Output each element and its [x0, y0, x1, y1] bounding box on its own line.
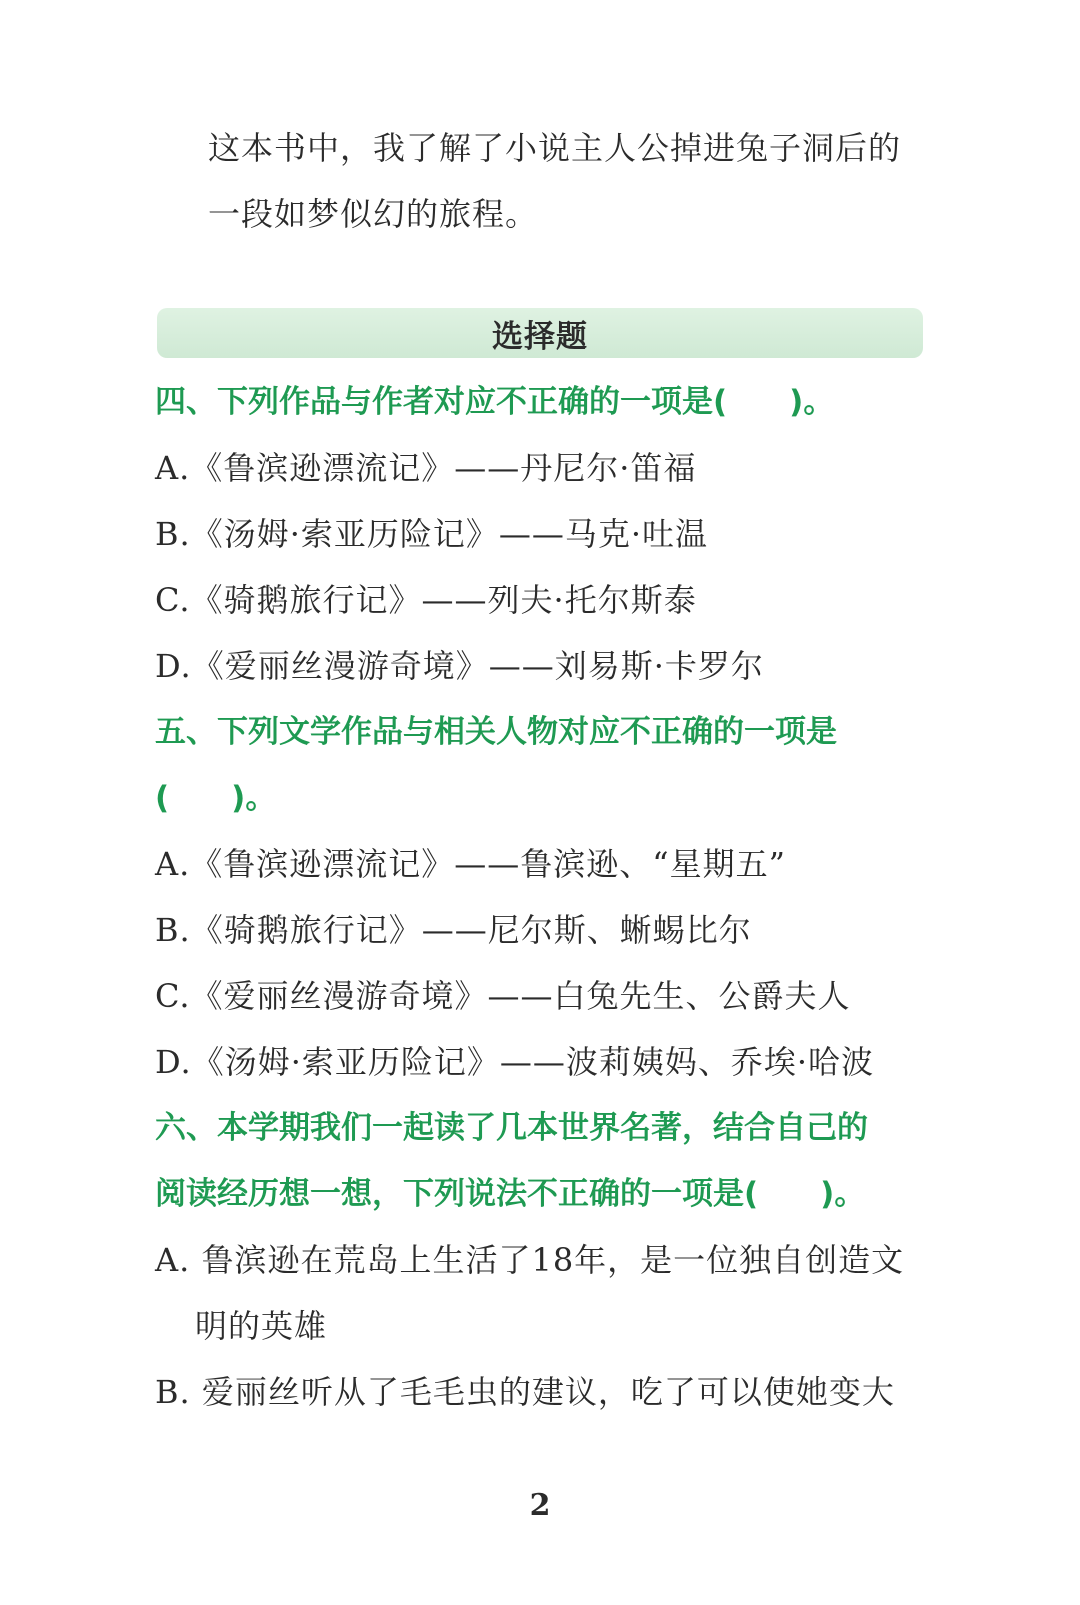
page-number: 2: [529, 1488, 551, 1523]
section-header-bar: [157, 308, 923, 358]
question-4-option-b: B.《汤姆·索亚历险记》——马克·吐温: [155, 515, 709, 553]
question-6-option-a-line-2: 明的英雄: [195, 1307, 328, 1345]
intro-line-2: 一段如梦似幻的旅程。: [208, 195, 539, 233]
question-4-option-c: C.《骑鹅旅行记》——列夫·托尔斯泰: [155, 581, 697, 619]
intro-line-1: 这本书中，我了解了小说主人公掉进兔子洞后的: [208, 129, 902, 167]
question-6-option-a-line-1: A. 鲁滨逊在荒岛上生活了18年，是一位独自创造文: [155, 1241, 905, 1279]
question-6-stem-line-1: 六、本学期我们一起读了几本世界名著，结合自己的: [155, 1110, 868, 1146]
question-4-option-d: D.《爱丽丝漫游奇境》——刘易斯·卡罗尔: [155, 647, 764, 685]
question-4-stem: 四、下列作品与作者对应不正确的一项是( )。: [155, 384, 835, 420]
question-5-stem-line-2: ( )。: [155, 780, 277, 816]
question-6-option-b-line-1: B. 爱丽丝听从了毛毛虫的建议，吃了可以使她变大: [155, 1373, 895, 1411]
question-5-stem-line-1: 五、下列文学作品与相关人物对应不正确的一项是: [155, 714, 837, 750]
section-title: 选择题: [492, 318, 588, 355]
question-5-option-c: C.《爱丽丝漫游奇境》——白兔先生、公爵夫人: [155, 977, 851, 1015]
question-5-option-d: D.《汤姆·索亚历险记》——波莉姨妈、乔埃·哈波: [155, 1043, 875, 1081]
question-4-option-a: A.《鲁滨逊漂流记》——丹尼尔·笛福: [155, 449, 697, 487]
question-5-option-b: B.《骑鹅旅行记》——尼尔斯、蜥蜴比尔: [155, 911, 752, 949]
question-6-stem-line-2: 阅读经历想一想，下列说法不正确的一项是( )。: [155, 1176, 866, 1212]
question-5-option-a: A.《鲁滨逊漂流记》——鲁滨逊、“星期五”: [155, 845, 787, 883]
